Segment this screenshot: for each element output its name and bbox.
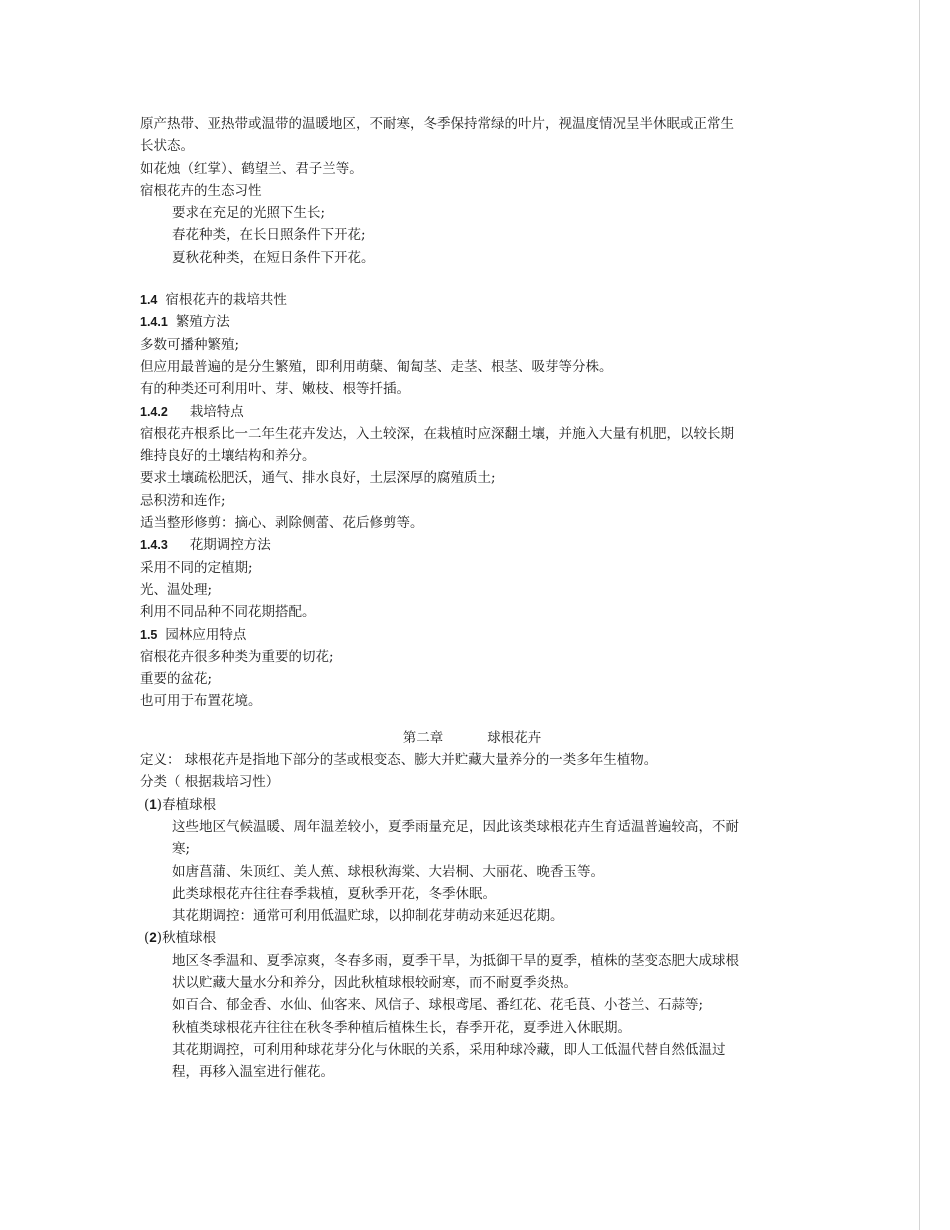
section-1-5-heading xyxy=(140,624,740,646)
text-line: 重要的盆花; xyxy=(140,671,213,688)
ecology-item: 夏秋花种类，在短日条件下开花。 xyxy=(172,249,375,266)
text-paragraph: 地区冬季温和、夏季凉爽，冬春多雨，夏季干旱，为抵御干旱的夏季，植株的茎变态肥大成球根状以贮藏大量水分和养分，因此秋植球根较耐寒，而不耐夏季炎热。 xyxy=(172,952,739,991)
spacer xyxy=(140,713,740,727)
heading-ecology: 宿根花卉的生态习性 xyxy=(140,182,262,199)
section-1-4-2-heading xyxy=(140,401,740,423)
section-number: 1.5 xyxy=(140,627,158,642)
text-line: 有的种类还可利用叶、芽、嫩枝、根等扦插。 xyxy=(140,381,410,398)
text-line: 采用不同的定植期; xyxy=(140,559,253,576)
text-line: 其花期调控：通常可利用低温贮球，以抑制花芽萌动来延迟花期。 xyxy=(172,908,564,925)
section-1-4-1-heading xyxy=(140,311,740,333)
text-line: 但应用最普遍的是分生繁殖，即利用萌蘖、匍匐茎、走茎、根茎、吸芽等分株。 xyxy=(140,358,613,375)
section-1-4-heading xyxy=(140,289,740,311)
text-line: 多数可播种繁殖; xyxy=(140,336,240,353)
section-title: 栽培特点 xyxy=(189,403,244,420)
item-title: 春植球根 xyxy=(162,796,217,813)
ecology-item: 要求在充足的光照下生长; xyxy=(172,205,326,222)
section-1-4-3-heading xyxy=(140,534,740,556)
text-line: 利用不同品种不同花期搭配。 xyxy=(140,604,316,621)
section-number: 1.4 xyxy=(140,293,158,308)
text-line: 如唐菖蒲、朱顶红、美人蕉、球根秋海棠、大岩桐、大丽花、晚香玉等。 xyxy=(172,863,604,880)
document-body xyxy=(140,113,740,1083)
text-paragraph: 宿根花卉根系比一二年生花卉发达，入土较深，在栽植时应深翻土壤，并施入大量有机肥，以较长期维持良好的土壤结构和养分。 xyxy=(140,425,734,465)
item-number: 2 xyxy=(149,930,157,946)
text-line: 忌积涝和连作; xyxy=(140,492,226,509)
text-paragraph: 这些地区气候温暖、周年温差较小，夏季雨量充足，因此该类球根花卉生育适温普遍较高，不耐寒; xyxy=(172,818,739,858)
section-title: 园林应用特点 xyxy=(165,626,247,643)
spacer xyxy=(140,269,740,289)
ecology-item: 春花种类，在长日照条件下开花; xyxy=(172,227,366,244)
chapter-label: 第二章 xyxy=(402,729,444,746)
spring-bulbs-heading: (1)春植球根 xyxy=(144,796,217,813)
paragraph-examples: 如花烛（红掌）、鹤望兰、君子兰等。 xyxy=(140,160,363,177)
section-title: 繁殖方法 xyxy=(175,314,230,331)
chapter-heading xyxy=(140,727,740,749)
text-line: 也可用于布置花境。 xyxy=(140,693,262,710)
autumn-bulbs-heading: (2)秋植球根 xyxy=(144,930,217,947)
paragraph-origin: 原产热带、亚热带或温带的温暖地区，不耐寒，冬季保持常绿的叶片，视温度情况呈半休眠或正常生长状态。 xyxy=(140,116,734,155)
section-number: 1.4.1 xyxy=(140,315,168,330)
chapter-title: 球根花卉 xyxy=(487,729,542,746)
text-paragraph: 如百合、郁金香、水仙、仙客来、风信子、球根鸢尾、番红花、花毛茛、小苍兰、石蒜等; xyxy=(172,997,704,1014)
text-line: 宿根花卉很多种类为重要的切花; xyxy=(140,648,334,665)
text-line: 秋植类球根花卉往往在秋冬季种植后植株生长，春季开花，夏季进入休眠期。 xyxy=(172,1019,631,1036)
item-title: 秋植球根 xyxy=(162,930,217,947)
text-line: 适当整形修剪：摘心、剥除侧蕾、花后修剪等。 xyxy=(140,515,424,532)
text-paragraph: 其花期调控，可利用种球花芽分化与休眠的关系，采用种球冷藏，即人工低温代替自然低温过程，再移入温室进行催花。 xyxy=(172,1041,726,1081)
section-title: 花期调控方法 xyxy=(189,537,271,554)
classification-line: 分类（ 根据栽培习性） xyxy=(140,774,280,791)
section-title: 宿根花卉的栽培共性 xyxy=(165,292,287,309)
text-line: 要求土壤疏松肥沃，通气、排水良好，土层深厚的腐殖质土; xyxy=(140,470,496,487)
section-number: 1.4.2 xyxy=(140,404,168,419)
section-number: 1.4.3 xyxy=(140,538,168,553)
text-line: 光、温处理; xyxy=(140,581,213,598)
definition-line: 定义： 球根花卉是指地下部分的茎或根变态、膨大并贮藏大量养分的一类多年生植物。 xyxy=(140,752,658,769)
page-edge-line xyxy=(919,0,920,1230)
text-line: 此类球根花卉往往春季栽植，夏秋季开花，冬季休眠。 xyxy=(172,885,496,902)
item-number: 1 xyxy=(149,796,157,812)
